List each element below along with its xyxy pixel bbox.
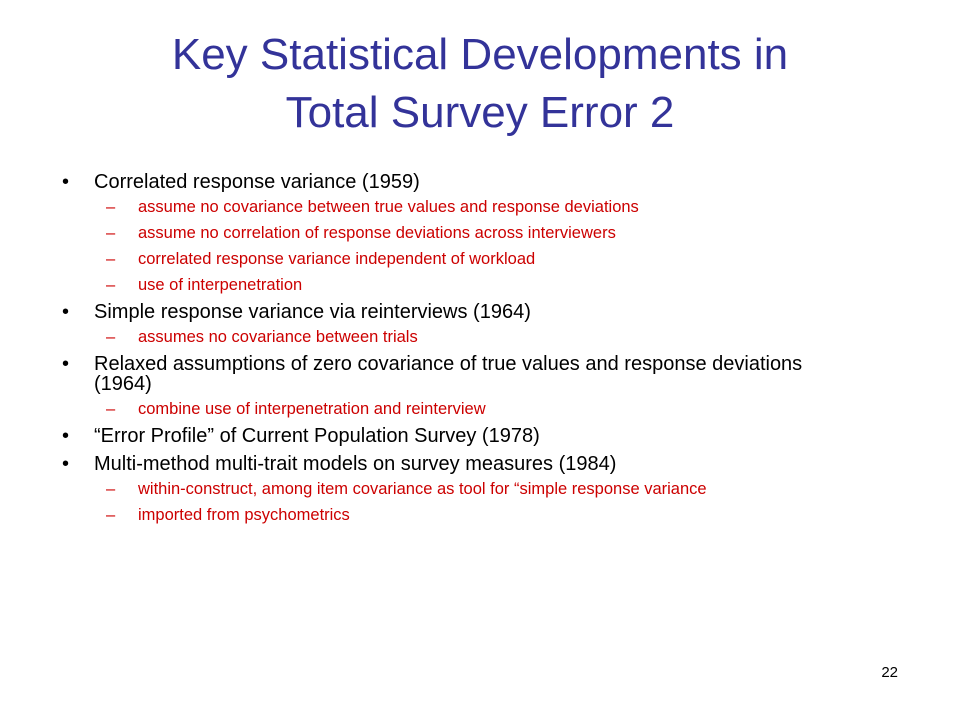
sub-bullet-list [94,198,862,294]
bullet-text: Relaxed assumptions of zero covariance of true values and response deviations (1964) [94,353,803,395]
sub-bullet-text: assume no covariance between true values and response deviations [138,198,639,216]
bullet-dot-icon: • [62,301,70,323]
bullet-list [62,172,862,532]
page-number: 22 [881,664,898,681]
bullet-dot-icon: • [62,425,70,447]
sub-bullet-item [94,400,862,418]
bullet-dot-icon: • [62,353,70,375]
bullet-text: Multi-method multi-trait models on survey measures (1984) [94,453,617,475]
slide-title-line-2: Total Survey Error 2 [285,88,675,137]
bullet-item [62,426,862,446]
dash-icon: – [106,328,116,346]
bullet-item [62,302,862,346]
sub-bullet-text: assume no correlation of response deviations across interviewers [138,224,616,242]
slide-title [60,26,900,142]
dash-icon: – [106,250,116,268]
bullet-text: Correlated response variance (1959) [94,171,420,193]
sub-bullet-text: within-construct, among item covariance as tool for “simple response variance [138,480,707,498]
slide-title-line-1: Key Statistical Developments in [171,30,789,79]
sub-bullet-text: combine use of interpenetration and reinterview [138,400,486,418]
bullet-dot-icon: • [62,171,70,193]
sub-bullet-text: imported from psychometrics [138,506,350,524]
sub-bullet-text: use of interpenetration [138,276,303,294]
sub-bullet-list [94,328,862,346]
sub-bullet-item [94,224,862,242]
bullet-item [62,354,862,418]
dash-icon: – [106,400,116,418]
bullet-text: “Error Profile” of Current Population Survey (1978) [94,425,540,447]
sub-bullet-text: correlated response variance independent of workload [138,250,536,268]
sub-bullet-item [94,198,862,216]
dash-icon: – [106,198,116,216]
sub-bullet-item [94,276,862,294]
dash-icon: – [106,224,116,242]
bullet-dot-icon: • [62,453,70,475]
dash-icon: – [106,506,116,524]
bullet-text: Simple response variance via reinterviews (1964) [94,301,531,323]
sub-bullet-item [94,328,862,346]
bullet-item [62,454,862,524]
sub-bullet-list [94,480,862,524]
sub-bullet-item [94,506,862,524]
dash-icon: – [106,276,116,294]
dash-icon: – [106,480,116,498]
sub-bullet-text: assumes no covariance between trials [138,328,418,346]
sub-bullet-list [94,400,862,418]
sub-bullet-item [94,250,862,268]
sub-bullet-item [94,480,862,498]
bullet-item [62,172,862,294]
